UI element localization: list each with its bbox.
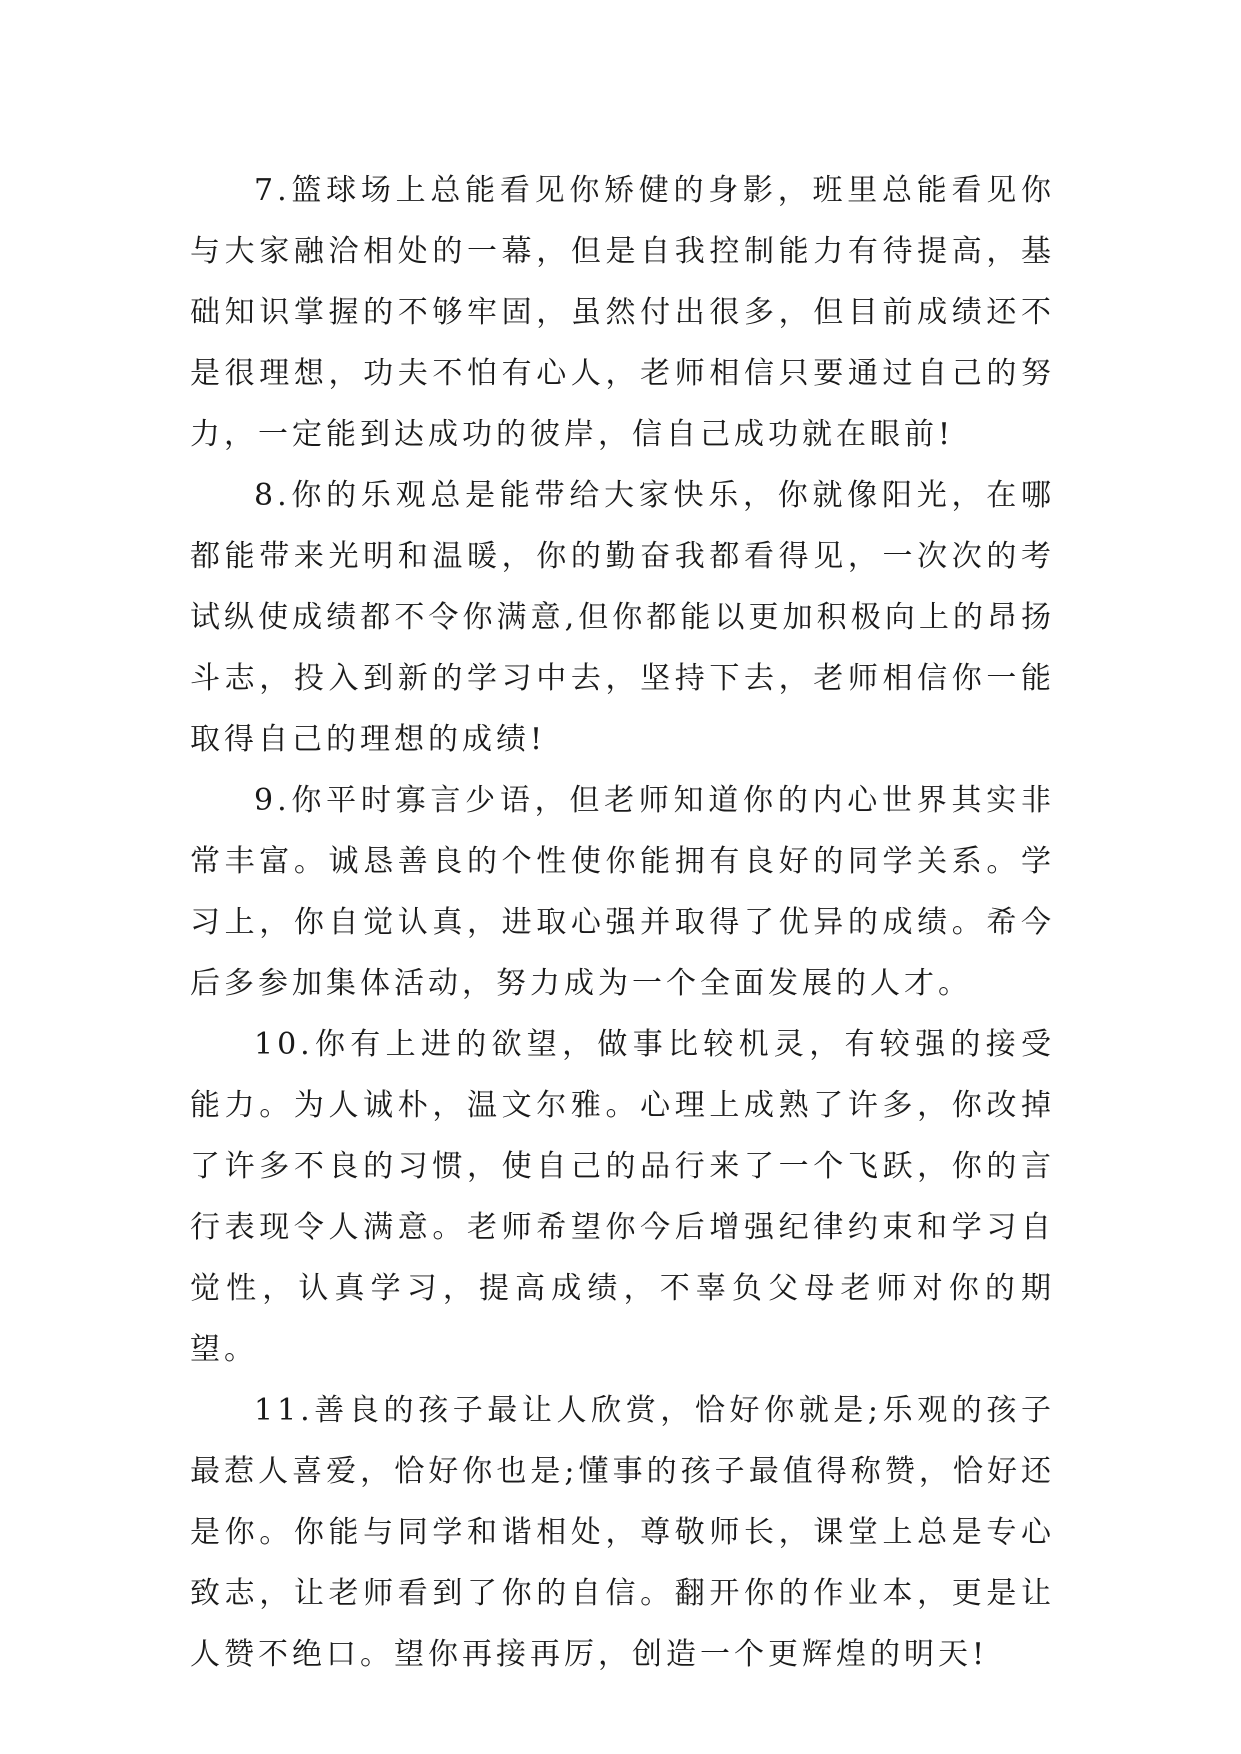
comment-paragraph-10: 10.你有上进的欲望，做事比较机灵，有较强的接受能力。为人诚朴，温文尔雅。心理上成熟了许多，你改掉了许多不良的习惯，使自己的品行来了一个飞跃，你的言行表现令人满意。老师希望你今后增强纪律约束和学习自觉性，认真学习，提高成绩，不辜负父母老师对你的期望。: [190, 1027, 1055, 1367]
document-body: [190, 160, 1055, 1685]
comment-paragraph-9: 9.你平时寡言少语，但老师知道你的内心世界其实非常丰富。诚恳善良的个性使你能拥有良好的同学关系。学习上，你自觉认真，进取心强并取得了优异的成绩。希今后多参加集体活动，努力成为一个全面发展的人才。: [190, 783, 1055, 1001]
comment-paragraph-8: 8.你的乐观总是能带给大家快乐，你就像阳光，在哪都能带来光明和温暖，你的勤奋我都看得见，一次次的考试纵使成绩都不令你满意,但你都能以更加积极向上的昂扬斗志，投入到新的学习中去，坚持下去，老师相信你一能取得自己的理想的成绩!: [190, 478, 1055, 757]
comment-paragraph-7: 7.篮球场上总能看见你矫健的身影，班里总能看见你与大家融洽相处的一幕，但是自我控制能力有待提高，基础知识掌握的不够牢固，虽然付出很多，但目前成绩还不是很理想，功夫不怕有心人，老师相信只要通过自己的努力，一定能到达成功的彼岸，信自己成功就在眼前!: [190, 173, 1055, 452]
comment-paragraph-11: 11.善良的孩子最让人欣赏，恰好你就是;乐观的孩子最惹人喜爱，恰好你也是;懂事的孩子最值得称赞，恰好还是你。你能与同学和谐相处，尊敬师长，课堂上总是专心致志，让老师看到了你的自信。翻开你的作业本，更是让人赞不绝口。望你再接再厉，创造一个更辉煌的明天!: [190, 1393, 1055, 1672]
